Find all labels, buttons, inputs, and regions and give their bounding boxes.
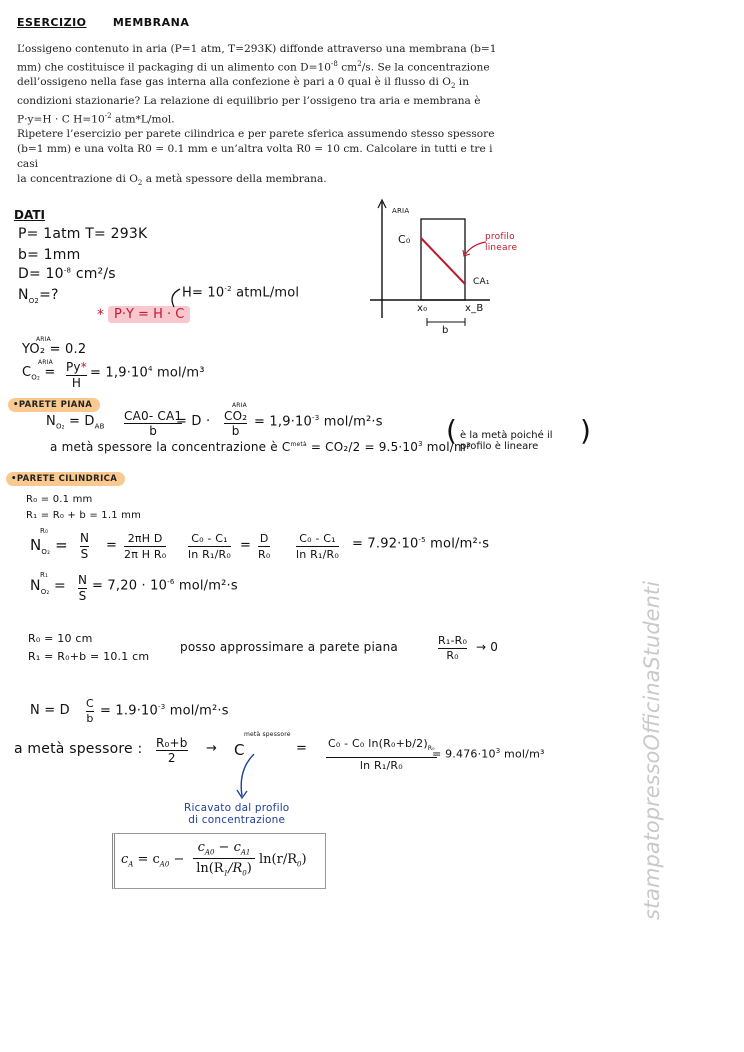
piana-frac-1: CA0- CA1 b	[124, 409, 183, 438]
piana-eq-mid: = D ·	[176, 414, 211, 429]
pointer-arrow-h	[160, 287, 190, 311]
tag-parete-cilindrica: •PARETE CILINDRICA	[6, 472, 125, 486]
problem-line-8: la concentrazione di $O_2$ a metà spessore della membrana.	[17, 172, 327, 187]
piana-flux-result: = $1,9\cdot 10^{-3}$ mol/m²·s	[254, 414, 383, 430]
watermark: stampatopressoOfficinaStudenti	[640, 581, 664, 920]
title-left: ESERCIZIO	[17, 16, 87, 29]
cil-n1-lhs: $N_{O_2}$ =	[30, 578, 66, 596]
dati-heading: DATI	[14, 208, 45, 222]
graph-x0: x₀	[417, 303, 428, 314]
problem-line-7: (b=1 mm) e una volta R0 = 0.1 mm e un’altra volta R0 = 10 cm. Calcolare in tutti e tre i casi	[17, 142, 493, 170]
piana-flux-lhs: $N_{O_2} = D_{AB}$	[46, 414, 105, 431]
cil-frac-5: C₀ - C₁ ln R₁/R₀	[296, 532, 339, 561]
cil-frac-3: C₀ - C₁ ln R₁/R₀	[188, 532, 231, 561]
cil-meta-result: = $9.476\cdot 10^3$ mol/m³	[432, 747, 545, 761]
concentration-profile-formula	[112, 833, 326, 889]
y-aria-label: ARIA	[36, 336, 51, 343]
page-title	[17, 16, 189, 29]
c-aria-label: ARIA	[38, 359, 53, 366]
piana-note: ( è la metà poiché il profilo è lineare )	[446, 414, 591, 452]
problem-statement	[17, 42, 507, 190]
cil-eq-1: =	[106, 538, 118, 553]
cil-r1-b: R₁ = R₀+b = 10.1 cm	[28, 650, 150, 663]
problem-line-3: dell’ossigeno nella fase gas interna alla confezione è pari a 0 qual è il flusso di $O_2$ in	[17, 76, 470, 91]
linear-profile-line	[421, 238, 465, 284]
cil-meta-r-frac: R₀+b 2	[156, 736, 188, 765]
cil-r0-b: R₀ = 10 cm	[28, 632, 93, 645]
formula-fraction: $\frac{c_{A0} - c_{A1}}{\ln(R_1/R_0)}$	[193, 840, 255, 877]
cil-eq-2: =	[240, 538, 252, 553]
blue-note: Ricavato dal profilo di concentrazione	[184, 802, 290, 826]
cil-flux-b-result: = $1.9\cdot 10^{-3}$ mol/m²·s	[100, 703, 229, 719]
problem-line-4: condizioni stazionarie? La relazione di equilibrio per l’ossigeno tra aria e membrana è	[17, 95, 481, 108]
graph-c1: CA₁	[473, 277, 490, 287]
cil-r1: R₁ = R₀ + b = 1.1 mm	[26, 510, 142, 521]
graph-y-label: ARIA	[392, 207, 410, 215]
cil-approx-text: posso approssimare a parete piana	[180, 640, 398, 654]
cil-approx-frac: R₁-R₀ R₀	[438, 634, 468, 662]
cil-meta-label: a metà spessore :	[14, 741, 143, 757]
cil-frac-1: N S	[80, 531, 90, 561]
blue-arrow	[230, 752, 260, 802]
cil-flux-b-lhs: N = D	[30, 703, 70, 718]
cil-meta-arrow: →	[206, 741, 218, 756]
c-o2-result: = $1,9\cdot 10^4$ mol/m³	[90, 365, 205, 381]
title-right: MEMBRANA	[112, 16, 190, 29]
cil-n1-sup: R₁	[40, 571, 49, 579]
cil-n-lhs: $N_{O_2}$ =	[30, 536, 68, 556]
dati-h: $H= 10^{-2}$ atmL/mol	[182, 285, 300, 301]
profile-label-arrow	[460, 238, 490, 260]
graph-x1: x_B	[465, 303, 484, 314]
cil-flux-b-frac: C b	[86, 697, 94, 725]
star-mark: *	[97, 307, 105, 323]
cil-frac-4: D R₀	[258, 532, 271, 561]
dati-b: b= 1mm	[18, 247, 81, 263]
dati-d: $D= 10^{-8}$ cm²/s	[18, 266, 116, 282]
c-o2-fraction: Py* H	[66, 360, 87, 390]
cil-frac-2: 2πH D 2π H R₀	[124, 532, 167, 561]
cil-flux-result: = $7.92\cdot 10^{-5}$ mol/m²·s	[352, 536, 490, 552]
cil-n-sup: R₀	[40, 527, 49, 535]
profile-label: profilo lineare	[485, 232, 518, 253]
cil-meta-eq: =	[296, 741, 308, 756]
cil-meta-c: C	[234, 741, 245, 759]
problem-line-1: L’ossigeno contenuto in aria (P=1 atm, T=293K) diffonde attraverso una membrana (b=1	[17, 43, 497, 55]
piana-meta-line: a metà spessore la concentrazione è $C^{metà} = CO_2/2 = 9.5\cdot 10^3$ mol/m³	[50, 440, 471, 454]
equilibrium-highlight: P·Y = H · C	[108, 306, 190, 323]
c-o2-line: $C_{O_2}$ =	[22, 365, 56, 382]
cil-n1-result: = $7,20 \cdot 10^{-6}$ mol/m²·s	[92, 578, 238, 594]
problem-line-2: mm) che costituisce il packaging di un alimento con $D=10^{-8}$ $cm^2/s$. Se la concentrazione	[17, 59, 490, 74]
formula-rhs: $\ln(r/R_0)$	[259, 852, 307, 869]
cil-meta-frac: C₀ - C₀ $\ln(R_0+b/2)_{R_0}$ ln R₁/R₀	[328, 737, 435, 773]
y-o2-line: YO₂ = 0.2	[22, 342, 87, 357]
problem-line-6: Ripetere l’esercizio per parete cilindrica e per parete sferica assumendo stesso spessore	[17, 128, 495, 141]
tag-parete-piana: •PARETE PIANA	[8, 398, 100, 412]
piana-aria-label: ARIA	[232, 402, 247, 409]
cil-approx-arrow: → 0	[476, 640, 499, 654]
graph-b: b	[442, 325, 449, 336]
dati-p-t: P= 1atm T= 293K	[18, 226, 148, 242]
piana-frac-2: CO₂ b	[224, 409, 248, 438]
cil-r0: R₀ = 0.1 mm	[26, 494, 93, 505]
formula-lhs: $c_A = c_{A0}$ −	[121, 852, 185, 869]
cil-meta-c-sup: metà spessore	[244, 731, 291, 738]
dati-n: $N_{O2}=$?	[18, 287, 59, 305]
cil-n1-frac: N S	[78, 573, 88, 603]
graph-c0: C₀	[398, 233, 411, 246]
problem-line-5: P·y=H · C $H=10^{-2}$ atm*L/mol.	[17, 111, 175, 126]
